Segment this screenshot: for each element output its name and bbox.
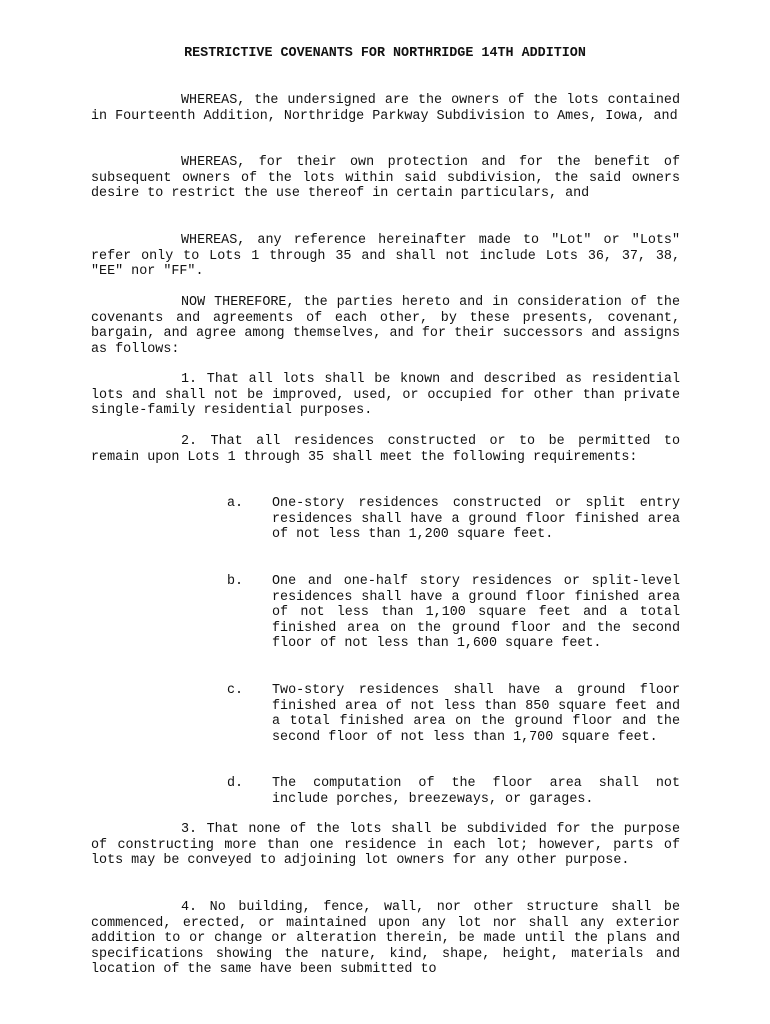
covenant-1-paragraph: 1. That all lots shall be known and described as residential lots and shall not be improved, used, or occupied for other than private single-family residential purposes. — [91, 372, 680, 418]
now-therefore-paragraph: NOW THEREFORE, the parties hereto and in consideration of the covenants and agreements of each other, by these presents, covenant, bargain, and agree among themselves, and for their successors and assigns as follows: — [91, 295, 680, 357]
covenant-3-paragraph: 3. That none of the lots shall be subdivided for the purpose of constructing more than one residence in each lot; however, parts of lots may be conveyed to adjoining lot owners for any other purpose. — [91, 822, 680, 868]
requirement-c-text: Two-story residences shall have a ground floor finished area of not less than 850 square feet and a total finished area on the ground floor and the second floor of not less than 1,700 square feet. — [272, 683, 680, 745]
requirement-c-marker: c. — [227, 683, 244, 698]
requirement-a-text: One-story residences constructed or split entry residences shall have a ground floor finished area of not less than 1,200 square feet. — [272, 496, 680, 542]
document-title: RESTRICTIVE COVENANTS FOR NORTHRIDGE 14TH ADDITION — [184, 46, 586, 61]
whereas-protection-paragraph: WHEREAS, for their own protection and for the benefit of subsequent owners of the lots within said subdivision, the said owners desire to restrict the use thereof in certain particulars, and — [91, 155, 680, 201]
requirement-b-marker: b. — [227, 574, 244, 589]
covenant-2-paragraph: 2. That all residences constructed or to be permitted to remain upon Lots 1 through 35 shall meet the following requirements: — [91, 434, 680, 465]
covenant-4-paragraph: 4. No building, fence, wall, nor other structure shall be commenced, erected, or maintained upon any lot nor shall any exterior addition to or change or alteration therein, be made until the plans and specifications showing the nature, kind, shape, height, materials and location of the same have been submitted to — [91, 900, 680, 977]
requirement-d-marker: d. — [227, 776, 244, 791]
requirement-b-text: One and one-half story residences or split-level residences shall have a ground floor finished area of not less than 1,100 square feet and a total finished area on the ground floor and the second floor of not less than 1,600 square feet. — [272, 574, 680, 651]
whereas-owners-paragraph: WHEREAS, the undersigned are the owners of the lots contained in Fourteenth Addition, Northridge Parkway Subdivision to Ames, Iowa, and — [91, 93, 680, 124]
requirement-a-marker: a. — [227, 496, 244, 511]
whereas-lot-reference-paragraph: WHEREAS, any reference hereinafter made to "Lot" or "Lots" refer only to Lots 1 through 35 and shall not include Lots 36, 37, 38, "EE" nor "FF". — [91, 233, 680, 279]
requirement-d-text: The computation of the floor area shall not include porches, breezeways, or garages. — [272, 776, 680, 807]
